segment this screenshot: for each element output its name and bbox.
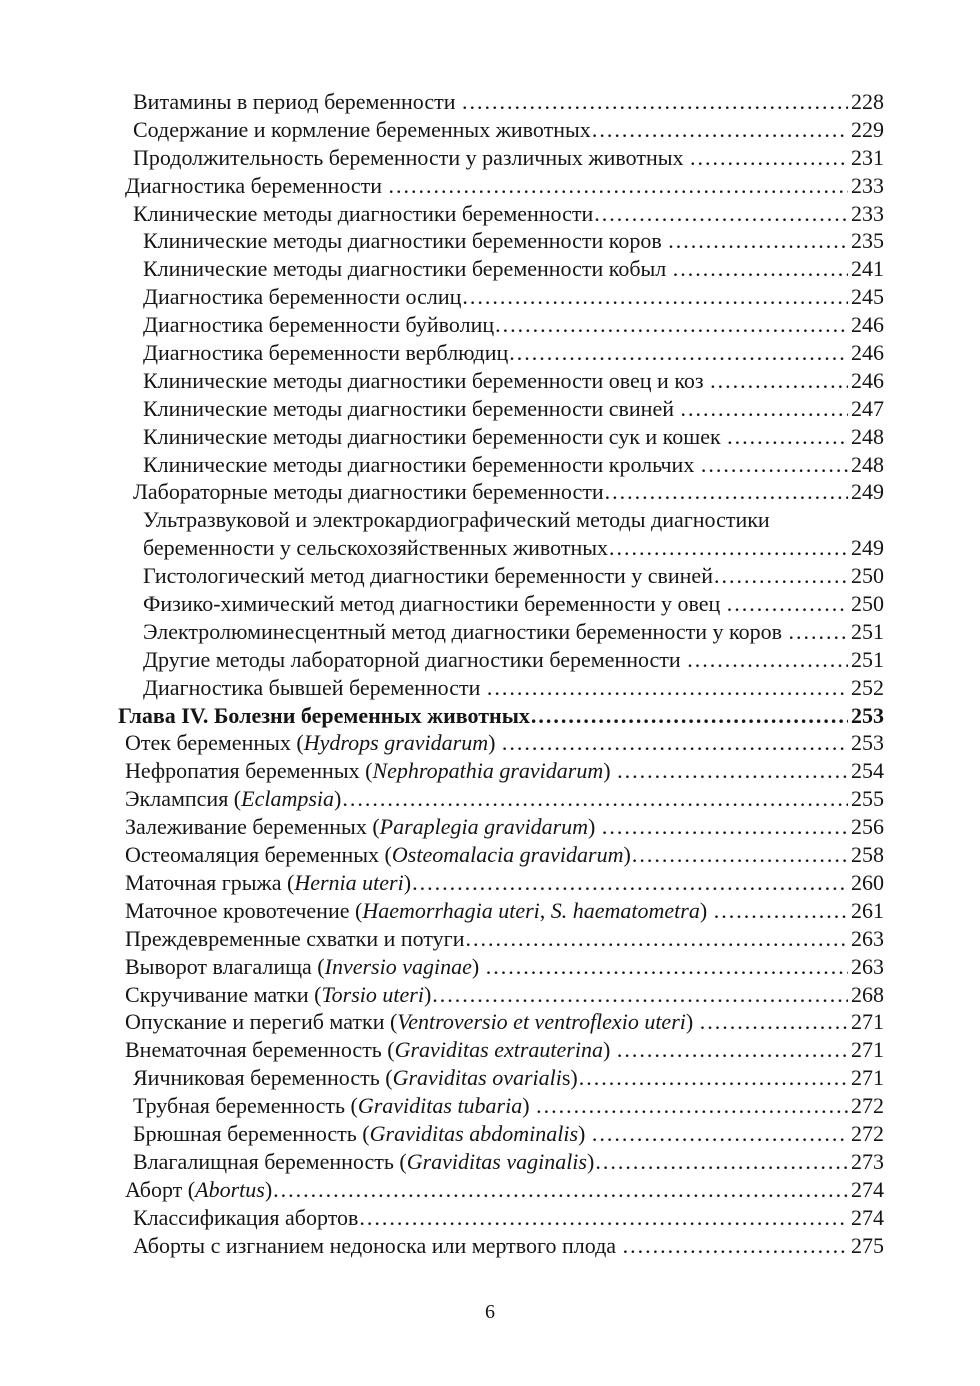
toc-row (118, 1176, 884, 1204)
toc-entry-text-segment: Nephropathia gravidarum (372, 758, 604, 784)
dot-leader (591, 1120, 848, 1148)
toc-page-number: 235 (851, 228, 884, 254)
toc-entry-text-segment: ) (403, 869, 412, 895)
dot-leader (461, 283, 848, 311)
toc-entry-text-segment: Физико-химический метод диагностики беременности у овец (143, 591, 726, 617)
toc-row (118, 283, 884, 311)
toc-entry-text-segment: ) (578, 1120, 591, 1146)
toc-entry-title (125, 785, 341, 813)
toc-row (118, 841, 884, 869)
toc-entry-title (125, 729, 501, 757)
dot-leader (494, 311, 848, 339)
toc-entry-title (143, 451, 700, 479)
toc-entry-title (125, 897, 713, 925)
page-footer (0, 1300, 980, 1324)
toc-entry-title (125, 869, 411, 897)
toc-entry-text-segment: Гистологический метод диагностики беременности у свиней (143, 563, 713, 589)
toc-page-number: 248 (851, 423, 884, 449)
toc-entry-text-segment: Graviditas tubaria (357, 1093, 523, 1119)
toc-entry-text-segment: Ультразвуковой и электрокардиографический методы диагностики (143, 507, 770, 533)
toc-entry-text-segment: Остеомаляция беременных ( (125, 842, 392, 868)
toc-row (118, 227, 884, 255)
dot-leader (680, 395, 849, 423)
toc-entry-text-segment: Залеживание беременных ( (125, 814, 380, 840)
toc-entry-text-segment: Диагностика беременности (125, 172, 388, 198)
toc-page-number: 275 (851, 1232, 884, 1258)
toc-row (118, 144, 884, 172)
dot-leader (622, 1232, 848, 1260)
toc-row (118, 506, 884, 534)
toc-entry-text-segment: Нефропатия беременных ( (125, 758, 373, 784)
toc-row (118, 1092, 884, 1120)
toc-page-number: 247 (851, 395, 884, 421)
toc-page-number: 241 (851, 256, 884, 282)
toc-row (118, 869, 884, 897)
dot-leader (726, 423, 848, 451)
toc-entry-title (133, 1232, 622, 1260)
toc-entry-text-segment: Эклампсия ( (125, 786, 242, 812)
toc-row (118, 757, 884, 785)
toc-entry-text-segment: Витамины в период беременности (133, 89, 461, 114)
toc-entry-text-segment: Маточная грыжа ( (125, 869, 295, 895)
toc-entry-text-segment: ) (602, 1037, 616, 1063)
toc-page-number: 271 (851, 1065, 884, 1091)
toc-entry-text-segment: s) (561, 1065, 578, 1091)
toc-entry-text-segment: Брюшная беременность ( (133, 1120, 370, 1146)
toc-entry-text-segment: Graviditas vaginalis (406, 1148, 587, 1174)
toc-row (118, 897, 884, 925)
toc-row (118, 674, 884, 702)
toc-row (118, 646, 884, 674)
dot-leader (604, 478, 848, 506)
dot-leader (787, 618, 848, 646)
toc-page-number: 233 (851, 172, 884, 198)
toc-page-number: 255 (851, 786, 884, 812)
toc-entry-title (143, 283, 461, 311)
toc-page-number: 231 (851, 144, 884, 170)
toc-row (118, 1204, 884, 1232)
dot-leader (700, 451, 848, 479)
toc-row (118, 813, 884, 841)
dot-leader (699, 1008, 848, 1036)
toc-entry-text-segment: Лабораторные методы диагностики беременности (133, 479, 604, 505)
toc-entry-text-segment: Paraplegia gravidarum (379, 814, 589, 840)
toc-entry-title (143, 423, 726, 451)
toc-entry-title (125, 841, 631, 869)
toc-page-number: 253 (851, 702, 884, 728)
toc-entry-title (125, 1176, 272, 1204)
toc-entry-text-segment: Клинические методы диагностики беременности крольчих (143, 451, 700, 477)
toc-entry-text-segment: Продолжительность беременности у различных животных (133, 144, 690, 170)
toc-entry-title (133, 478, 604, 506)
toc-entry-title (125, 1036, 616, 1064)
toc-page-number: 246 (851, 340, 884, 366)
toc-row (118, 785, 884, 813)
dot-leader (461, 88, 848, 116)
toc-entry-text-segment: Graviditas abdominalis (369, 1120, 579, 1146)
dot-leader (686, 646, 848, 674)
toc-entry-title (133, 1064, 578, 1092)
toc-page-number: 254 (851, 758, 884, 784)
toc-entry-text-segment: Abortus (195, 1176, 265, 1202)
toc-page-number: 256 (851, 814, 884, 840)
toc-entry-text-segment: Inversio vaginae (324, 953, 472, 979)
toc-entry-text-segment: Диагностика беременности верблюдиц (143, 340, 509, 366)
toc-page-number: 245 (851, 284, 884, 310)
toc-row (118, 1148, 884, 1176)
dot-leader (431, 981, 848, 1009)
toc-row (118, 590, 884, 618)
toc-entry-text-segment: Опускание и перегиб матки ( (125, 1009, 398, 1035)
toc-row (118, 423, 884, 451)
toc-entry-text-segment: Маточное кровотечение ( (125, 897, 363, 923)
dot-leader (608, 534, 848, 562)
dot-leader (411, 869, 848, 897)
toc-entry-title (118, 702, 530, 730)
toc-entry-text-segment: Клинические методы диагностики беременности кобыл (143, 256, 672, 282)
dot-leader (272, 1176, 848, 1204)
dot-leader (713, 562, 848, 590)
dot-leader (464, 925, 848, 953)
toc-page-number: 272 (851, 1093, 884, 1119)
toc-row (118, 451, 884, 479)
toc-entry-text-segment: Graviditas extrauterina (394, 1037, 603, 1063)
toc-entry-text-segment: Клинические методы диагностики беременности (133, 200, 594, 226)
toc-page-number: 246 (851, 367, 884, 393)
toc-entry-title (133, 88, 461, 116)
toc-page-number: 251 (851, 618, 884, 644)
toc-entry-text-segment: ) (423, 981, 432, 1007)
toc-entry-text-segment: Клинические методы диагностики беременности свиней (143, 395, 680, 421)
toc-row (118, 562, 884, 590)
toc-row (118, 1232, 884, 1260)
toc-entry-text-segment: Скручивание матки ( (125, 981, 322, 1007)
toc-entry-text-segment: ) (685, 1009, 699, 1035)
toc-entry-text-segment: Яичниковая беременность ( (133, 1065, 393, 1091)
toc-entry-text-segment: S. haematometra (550, 897, 700, 923)
toc-page-number: 268 (851, 981, 884, 1007)
toc-page-number: 258 (851, 842, 884, 868)
toc-entry-text-segment: Преждевременные схватки и потуги (125, 925, 465, 951)
dot-leader (535, 1092, 848, 1120)
toc-entry-text-segment: Graviditas ovariali (392, 1065, 562, 1091)
toc-row (118, 702, 884, 730)
dot-leader (593, 200, 848, 228)
dot-leader (591, 116, 848, 144)
toc-entry-text-segment: Диагностика бывшей беременности (143, 674, 486, 700)
toc-page-number: 233 (851, 200, 884, 226)
toc-row (118, 1120, 884, 1148)
toc-row (118, 339, 884, 367)
dot-leader (667, 227, 848, 255)
dot-leader (578, 1064, 848, 1092)
dot-leader (485, 953, 848, 981)
toc-entry-title (143, 339, 508, 367)
dot-leader (341, 785, 848, 813)
toc-entry-text-segment: Клинические методы диагностики беременности коров (143, 228, 668, 254)
toc-page-number: 274 (851, 1204, 884, 1230)
dot-leader (631, 841, 848, 869)
toc-entry-text-segment: ) (699, 897, 713, 923)
toc-entry-text-segment: Клинические методы диагностики беременности овец и коз (143, 367, 710, 393)
toc-entry-text-segment: Hydrops gravidarum (303, 730, 489, 756)
toc-entry-title (125, 953, 485, 981)
toc-entry-text-segment: Ventroversio et ventroflexio uteri (397, 1009, 686, 1035)
toc-entry-text-segment: Выворот влагалища ( (125, 953, 325, 979)
toc-entry-title (125, 981, 431, 1009)
dot-leader (713, 897, 848, 925)
toc-entry-title (133, 1204, 358, 1232)
toc-entry-text-segment: Глава IV. Болезни беременных животных (118, 702, 530, 728)
toc-entry-title (143, 646, 686, 674)
toc-entry-text-segment: Аборт ( (125, 1176, 196, 1202)
dot-leader (501, 729, 848, 757)
folio-page-number: 6 (485, 1301, 495, 1323)
toc-entry-text-segment: ) (586, 1148, 595, 1174)
toc-entry-text-segment: Аборты с изгнанием недоноска или мертвого плода (133, 1232, 622, 1258)
dot-leader (594, 1148, 848, 1176)
toc-entry-title (133, 1092, 535, 1120)
toc-entry-text-segment: Диагностика беременности буйволиц (143, 312, 495, 338)
toc-row (118, 478, 884, 506)
toc-entry-text-segment: ) (334, 786, 342, 812)
toc-entry-text-segment: Трубная беременность ( (133, 1093, 358, 1119)
toc-entry-text-segment: ) (588, 814, 601, 840)
toc-entry-text-segment: ) (522, 1093, 536, 1119)
dot-leader (689, 144, 848, 172)
toc-row (118, 729, 884, 757)
toc-entry-title (133, 1148, 594, 1176)
toc-entry-text-segment: Haemorrhagia uteri (362, 897, 540, 923)
toc-page-number: 229 (851, 116, 884, 142)
toc-row (118, 200, 884, 228)
toc-entry-text-segment: ) (471, 953, 485, 979)
toc-page-number: 251 (851, 646, 884, 672)
toc-page-number: 250 (851, 563, 884, 589)
toc-entry-title (125, 925, 464, 953)
dot-leader (508, 339, 848, 367)
toc-page-number: 253 (851, 730, 884, 756)
toc-page-number: 260 (851, 869, 884, 895)
toc-entry-title (143, 506, 770, 534)
dot-leader (709, 367, 848, 395)
toc-entry-text-segment: Eclampsia (241, 786, 335, 812)
dot-leader (616, 757, 848, 785)
toc-row (118, 925, 884, 953)
toc-page-number: 272 (851, 1120, 884, 1146)
toc-page-number: 263 (851, 953, 884, 979)
toc-row (118, 395, 884, 423)
dot-leader (530, 702, 848, 730)
toc-entry-title (125, 757, 616, 785)
toc-entry-title (133, 200, 593, 228)
toc-page-number: 246 (851, 312, 884, 338)
toc-page-number: 250 (851, 591, 884, 617)
toc-row (118, 311, 884, 339)
toc-entry-title (143, 674, 486, 702)
toc-entry-text-segment: ) (264, 1176, 273, 1202)
toc-entry-text-segment: ) (603, 758, 617, 784)
toc-entry-text-segment: ) (623, 842, 631, 868)
toc-row (118, 618, 884, 646)
toc-page-number: 228 (851, 89, 884, 114)
dot-leader (486, 674, 848, 702)
toc-page-number: 249 (851, 479, 884, 505)
toc-entry-text-segment: Классификация абортов (133, 1204, 359, 1230)
toc-entry-text-segment: ) (488, 730, 501, 756)
toc-entry-title (143, 618, 787, 646)
toc-row (118, 953, 884, 981)
toc-row (118, 367, 884, 395)
toc-entry-title (133, 144, 689, 172)
dot-leader (358, 1204, 848, 1232)
toc-entry-text-segment: Другие методы лабораторной диагностики беременности (143, 646, 687, 672)
toc-entry-text-segment: Содержание и кормление беременных животных (133, 116, 591, 142)
toc-entry-title (133, 116, 591, 144)
toc-entry-title (143, 367, 709, 395)
toc-entry-title (143, 227, 667, 255)
toc-row (118, 255, 884, 283)
toc-page-number: 271 (851, 1037, 884, 1063)
toc-page-number: 263 (851, 925, 884, 951)
toc-entry-text-segment: Диагностика беременности ослиц (143, 284, 462, 310)
toc-entry-text-segment: Hernia uteri (294, 869, 404, 895)
toc-page-number: 261 (851, 897, 884, 923)
toc-row (118, 172, 884, 200)
toc-entry-text-segment: Torsio uteri (321, 981, 424, 1007)
dot-leader (616, 1036, 848, 1064)
toc-entry-text-segment: Клинические методы диагностики беременности сук и кошек (143, 423, 727, 449)
toc-entry-title (143, 534, 608, 562)
toc-entry-text-segment: беременности у сельскохозяйственных животных (143, 535, 609, 561)
dot-leader (726, 590, 848, 618)
toc-row (118, 88, 884, 116)
toc-entry-title (143, 255, 672, 283)
toc-entry-title (143, 562, 713, 590)
toc-list (118, 88, 884, 1259)
toc-entry-text-segment: Отек беременных ( (125, 730, 304, 756)
toc-entry-text-segment: Osteomalacia gravidarum (391, 842, 624, 868)
toc-entry-title (133, 1120, 591, 1148)
toc-page-number: 249 (851, 535, 884, 561)
toc-entry-title (125, 1008, 699, 1036)
toc-entry-title (143, 395, 680, 423)
dot-leader (672, 255, 848, 283)
toc-page-number: 248 (851, 451, 884, 477)
toc-entry-title (125, 813, 601, 841)
toc-page-number: 252 (851, 674, 884, 700)
toc-entry-text-segment: Влагалищная беременность ( (133, 1148, 407, 1174)
toc-entry-text-segment: Электролюминесцентный метод диагностики беременности у коров (143, 618, 788, 644)
toc-row (118, 981, 884, 1009)
toc-row (118, 1008, 884, 1036)
toc-row (118, 116, 884, 144)
toc-row (118, 1064, 884, 1092)
toc-entry-text-segment: , (539, 897, 551, 923)
toc-page-number: 271 (851, 1009, 884, 1035)
toc-entry-text-segment: Внематочная беременность ( (125, 1037, 395, 1063)
toc-page-number: 273 (851, 1148, 884, 1174)
toc-entry-title (143, 590, 726, 618)
toc-entry-title (143, 311, 494, 339)
toc-row (118, 534, 884, 562)
toc-entry-title (125, 172, 388, 200)
toc-page-number: 274 (851, 1176, 884, 1202)
toc-row (118, 1036, 884, 1064)
dot-leader (601, 813, 848, 841)
dot-leader (388, 172, 848, 200)
